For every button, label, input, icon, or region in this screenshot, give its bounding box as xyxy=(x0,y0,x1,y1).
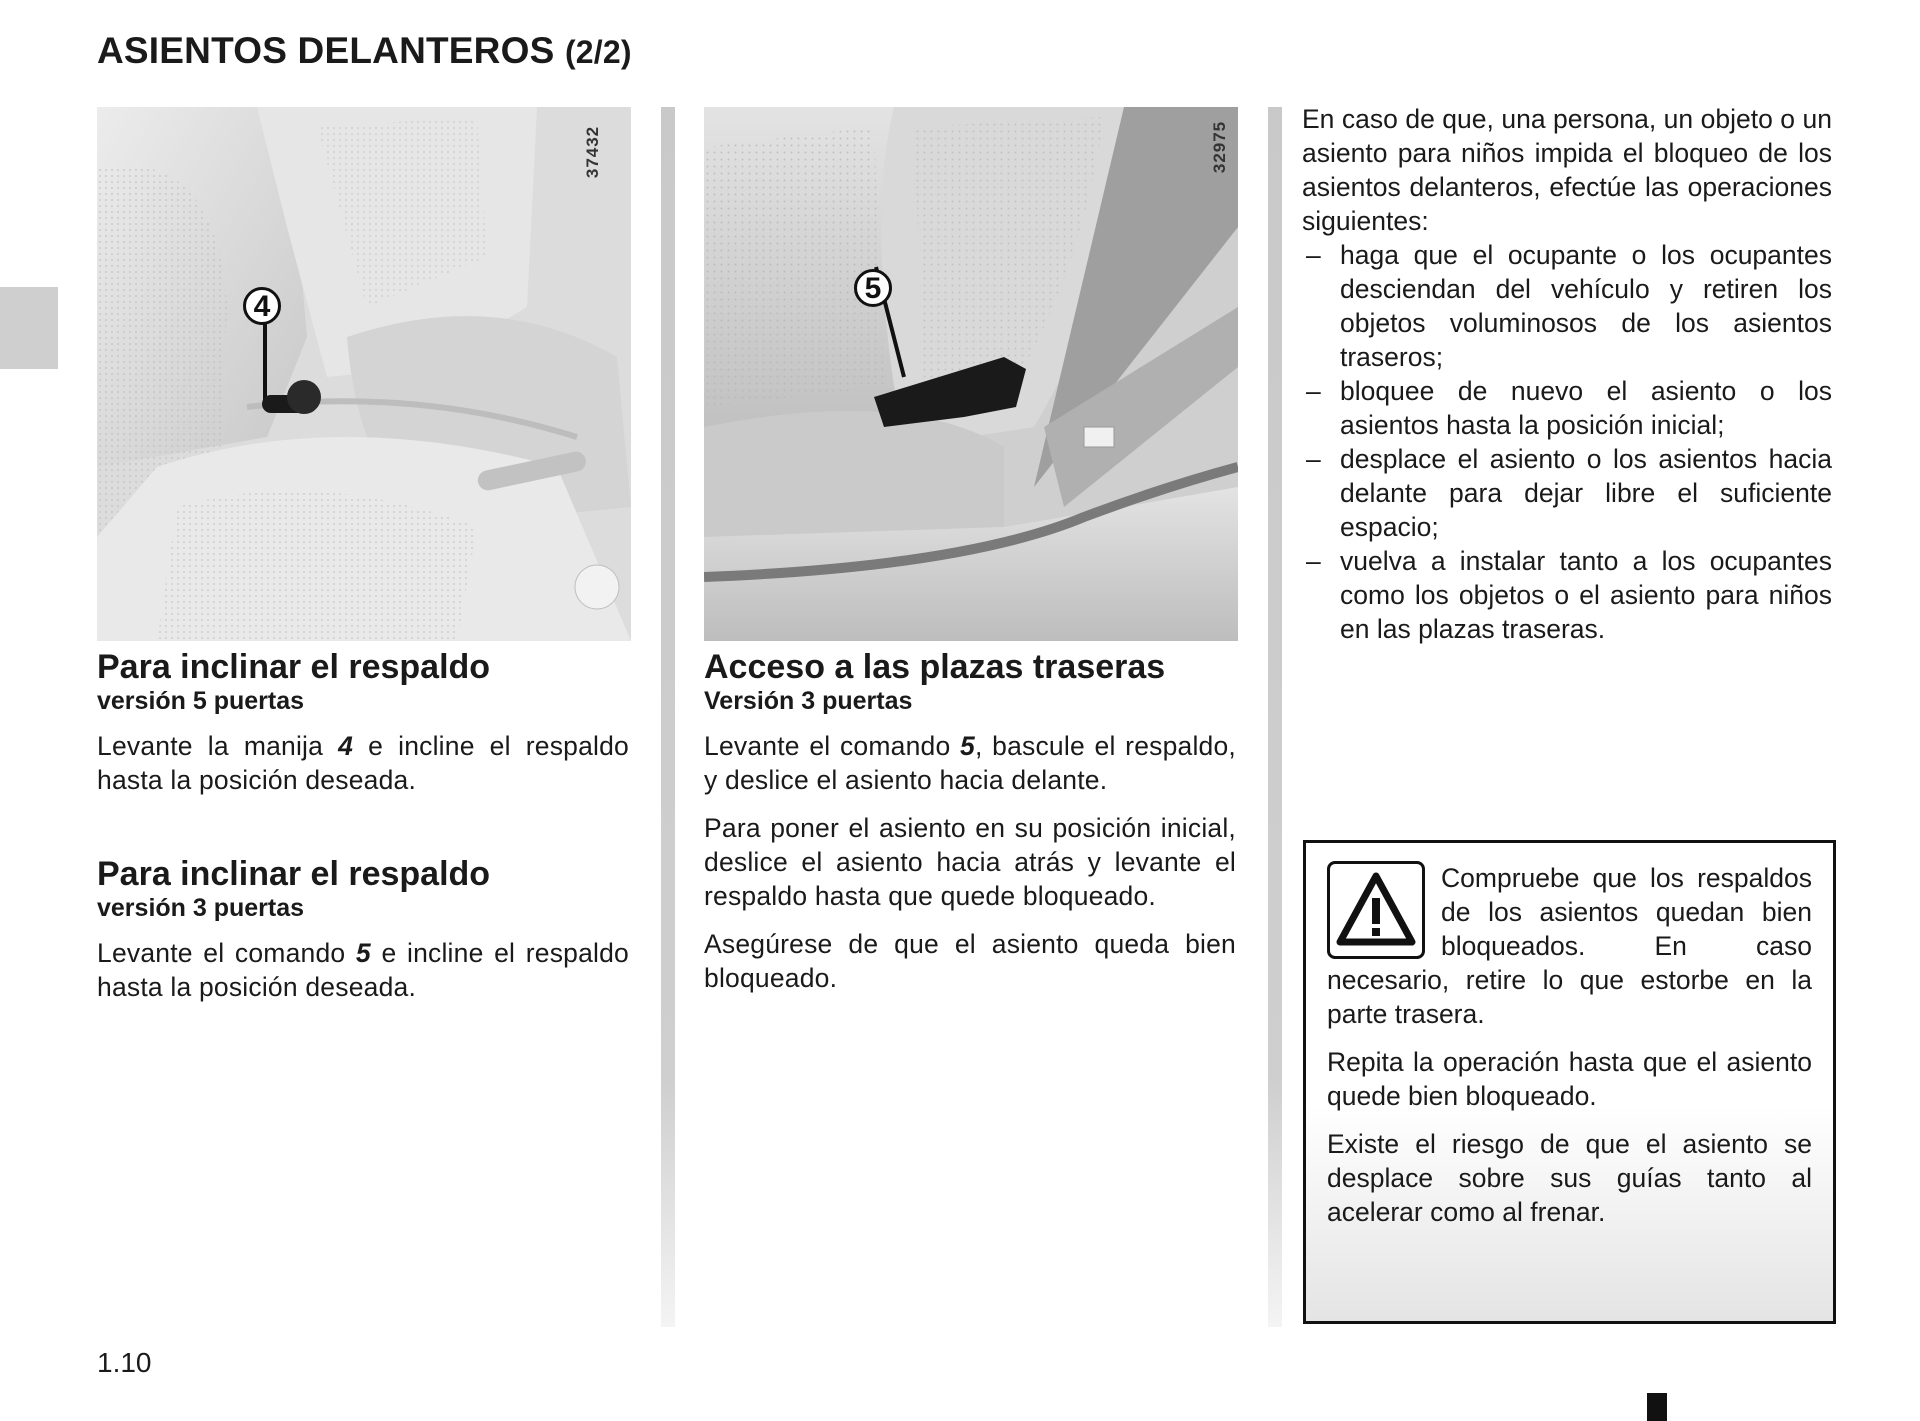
body-text: Levante el comando xyxy=(97,938,356,968)
figure-number: 37432 xyxy=(583,125,603,179)
recline-section-3-door xyxy=(97,855,629,1004)
seat-recline-illustration xyxy=(97,107,631,641)
section-body xyxy=(97,936,629,1004)
list-item: – haga que el ocupante o los ocupantes desciendan del vehículo y retiren los objetos voluminosos de los asientos traseros; xyxy=(1302,238,1832,374)
section-body: Para poner el asiento en su posición inicial, deslice el asiento hacia atrás y levante el respaldo hasta que quede bloqueado. xyxy=(704,813,1236,911)
blocking-instructions xyxy=(1302,102,1832,646)
recline-section-5-door xyxy=(97,648,629,797)
reference-number: 5 xyxy=(355,938,371,968)
section-heading: Acceso a las plazas traseras xyxy=(704,648,1166,686)
section-heading: Para inclinar el respaldo xyxy=(97,855,491,893)
column-divider-right xyxy=(1268,107,1282,1327)
list-item: – vuelva a instalar tanto a los ocupantes como los objetos o el asiento para niños en las plazas traseras. xyxy=(1302,544,1832,646)
section-subheading: versión 5 puertas xyxy=(97,687,305,715)
page-title-text: ASIENTOS DELANTEROS xyxy=(97,30,555,71)
body-text: e incline el respaldo hasta la posición deseada. xyxy=(97,938,629,1002)
column-divider-left xyxy=(661,107,675,1327)
page-title xyxy=(97,30,632,72)
section-subheading: Versión 3 puertas xyxy=(704,687,913,715)
seat-recline-photo xyxy=(97,107,631,641)
warning-paragraph: Compruebe que los respaldos de los asientos quedan bien bloqueados. En caso necesario, retire lo que estorbe en la parte trasera. xyxy=(1327,863,1812,1029)
warning-paragraph: Existe el riesgo de que el asiento se desplace sobre sus guías tanto al acelerar como al frenar. xyxy=(1327,1129,1812,1227)
rear-access-photo xyxy=(704,107,1238,641)
figure-number: 32975 xyxy=(1210,120,1230,174)
warning-box xyxy=(1303,840,1836,1324)
body-text: Levante el comando xyxy=(704,731,961,761)
warning-paragraph: Repita la operación hasta que el asiento quede bien bloqueado. xyxy=(1327,1047,1812,1111)
page-title-part: (2/2) xyxy=(564,34,632,70)
section-tab-marker xyxy=(0,287,58,369)
reference-number: 4 xyxy=(338,731,354,761)
reference-number: 5 xyxy=(960,731,975,761)
instructions-intro: En caso de que, una persona, un objeto o un asiento para niños impida el bloqueo de los asientos delanteros, efectúe las operaciones siguientes: xyxy=(1302,104,1832,236)
section-body xyxy=(97,729,629,797)
section-body xyxy=(704,729,1236,797)
section-subheading: versión 3 puertas xyxy=(97,894,305,922)
page-corner-mark xyxy=(1647,1393,1667,1421)
body-text: e incline el respaldo hasta la posición deseada. xyxy=(97,731,629,795)
body-text: Levante la manija xyxy=(97,731,339,761)
warning-triangle-icon xyxy=(1327,861,1425,959)
rear-access-section xyxy=(704,648,1236,995)
callout-5: 5 xyxy=(854,269,892,307)
instructions-list xyxy=(1302,238,1832,646)
callout-4: 4 xyxy=(243,287,281,325)
list-item: – bloquee de nuevo el asiento o los asientos hasta la posición inicial; xyxy=(1302,374,1832,442)
body-text: , bascule el respaldo, y deslice el asiento hacia delante. xyxy=(704,731,1236,795)
rear-access-illustration xyxy=(704,107,1238,641)
page-number: 1.10 xyxy=(97,1347,152,1378)
section-body: Asegúrese de que el asiento queda bien bloqueado. xyxy=(704,929,1236,993)
list-item: – desplace el asiento o los asientos hacia delante para dejar libre el suficiente espacio; xyxy=(1302,442,1832,544)
section-heading: Para inclinar el respaldo xyxy=(97,648,491,686)
